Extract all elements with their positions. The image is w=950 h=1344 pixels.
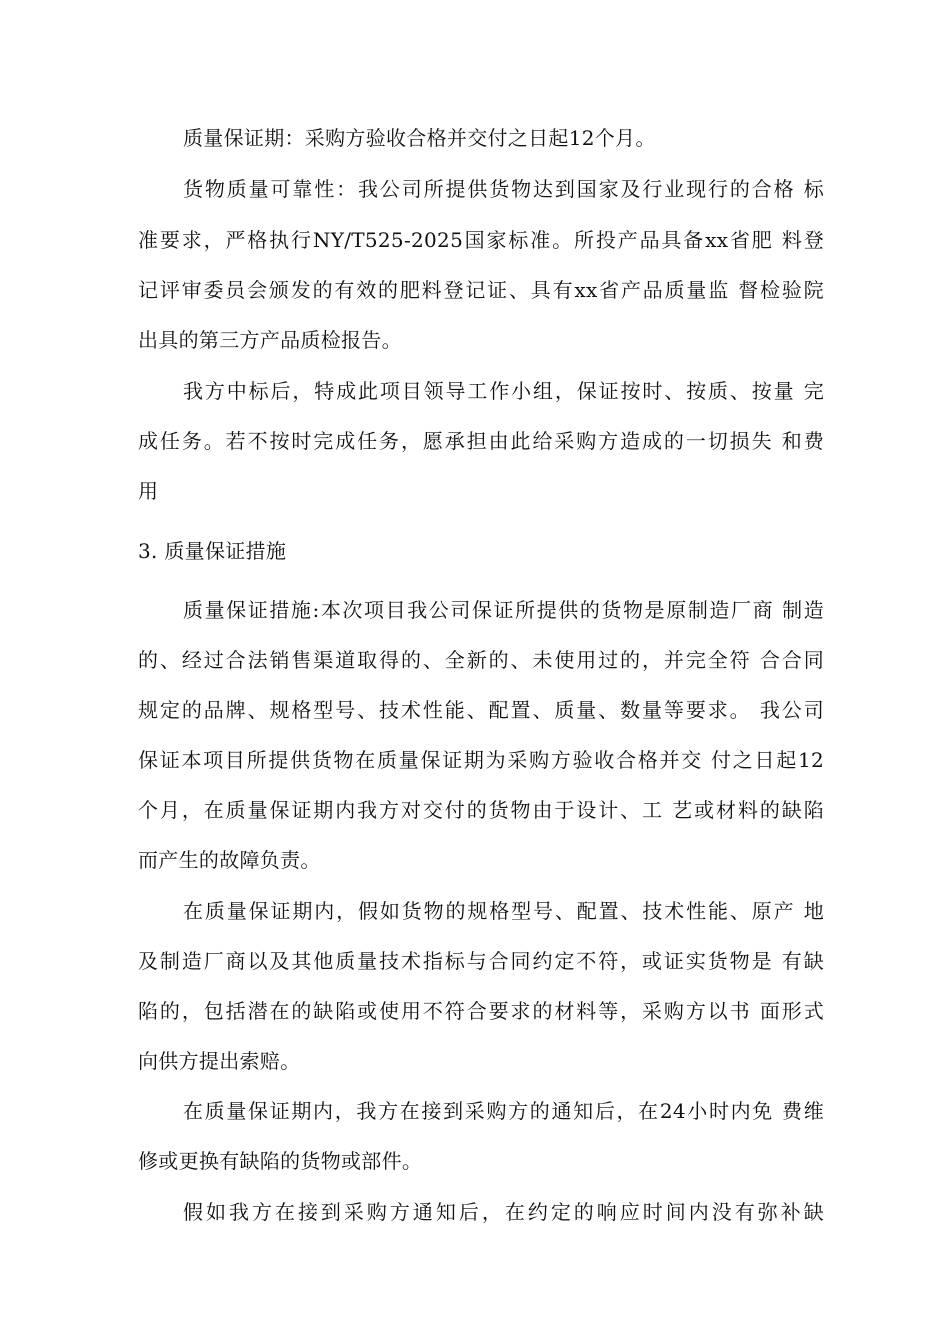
text-line: 陷的，包括潜在的缺陷或使用不符合要求的材料等，采购方以书 面形式 bbox=[138, 999, 824, 1023]
text-line: 出具的第三方产品质检报告。 bbox=[138, 328, 402, 352]
text-line: 质量保证措施:本次项目我公司保证所提供的货物是原制造厂商 制造 bbox=[183, 598, 824, 622]
text-line: 用 bbox=[138, 479, 159, 503]
text-line: 向供方提出索赔。 bbox=[138, 1049, 301, 1073]
text-line: 在质量保证期内，我方在接到采购方的通知后，在24小时内免 费维 bbox=[183, 1099, 824, 1123]
text-line: 记评审委员会颁发的有效的肥料登记证、具有xx省产品质量监 督检验院 bbox=[138, 278, 824, 302]
text-line: 质量保证期：采购方验收合格并交付之日起12个月。 bbox=[183, 126, 656, 150]
text-line: 货物质量可靠性：我公司所提供货物达到国家及行业现行的合格 标 bbox=[183, 177, 824, 201]
text-line: 而产生的故障负责。 bbox=[138, 848, 321, 872]
text-line: 准要求，严格执行NY/T525-2025国家标准。所投产品具备xx省肥 料登 bbox=[138, 228, 824, 252]
text-line: 我方中标后，特成此项目领导工作小组，保证按时、按质、按量 完 bbox=[183, 379, 824, 403]
section-heading: 3. 质量保证措施 bbox=[138, 539, 287, 563]
text-line: 个月，在质量保证期内我方对交付的货物由于设计、工 艺或材料的缺陷 bbox=[138, 798, 824, 822]
text-line: 成任务。若不按时完成任务，愿承担由此给采购方造成的一切损失 和费 bbox=[138, 429, 824, 453]
text-line: 在质量保证期内，假如货物的规格型号、配置、技术性能、原产 地 bbox=[183, 899, 824, 923]
text-line: 的、经过合法销售渠道取得的、全新的、未使用过的，并完全符 合合同 bbox=[138, 648, 824, 672]
text-line: 修或更换有缺陷的货物或部件。 bbox=[138, 1149, 423, 1173]
text-line: 规定的品牌、规格型号、技术性能、配置、质量、数量等要求。 我公司 bbox=[138, 698, 824, 722]
text-line: 及制造厂商以及其他质量技术指标与合同约定不符，或证实货物是 有缺 bbox=[138, 949, 824, 973]
text-line: 保证本项目所提供货物在质量保证期为采购方验收合格并交 付之日起12 bbox=[138, 748, 824, 772]
text-line: 假如我方在接到采购方通知后，在约定的响应时间内没有弥补缺 bbox=[183, 1200, 824, 1224]
